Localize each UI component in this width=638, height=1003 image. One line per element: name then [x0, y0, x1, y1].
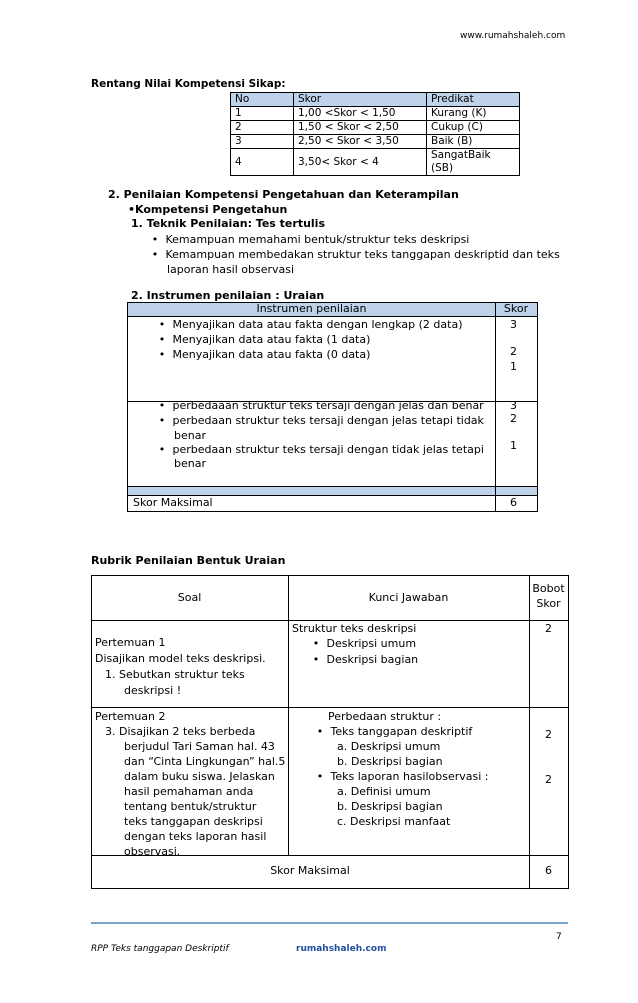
cell: 3 — [231, 135, 294, 149]
soal-line: Disajikan model teks deskripsi. — [95, 652, 266, 665]
bullet-icon: • — [151, 248, 159, 261]
bobot: 2 — [545, 773, 552, 786]
kunci-title: Struktur teks deskripsi — [292, 622, 417, 635]
soal-line: deskripsi ! — [124, 684, 182, 697]
cell: 2 — [231, 121, 294, 135]
score: 2 — [510, 345, 517, 358]
bobot: 2 — [545, 728, 552, 741]
instrumen-table — [127, 302, 537, 511]
col-no: No — [231, 93, 294, 107]
sub-item: c. Deskripsi manfaat — [337, 815, 451, 828]
soal-line: Pertemuan 1 — [95, 636, 166, 649]
bullet-icon: • — [312, 653, 320, 666]
total-value: 6 — [510, 496, 517, 509]
score: 3 — [510, 399, 517, 412]
footer-link[interactable]: rumahshaleh.com — [296, 944, 387, 954]
footer-left: RPP Teks tanggapan Deskriptif — [91, 944, 229, 954]
list-item: • perbedaan struktur teks tersaji dengan jelas tetapi tidak — [155, 414, 484, 428]
soal-line: dan “Cinta Lingkungan” hal.5 — [124, 755, 286, 768]
footer-rule — [91, 922, 568, 924]
soal-line: tentang bentuk/struktur — [124, 800, 257, 813]
cell: 1,50 < Skor < 2,50 — [294, 121, 427, 135]
soal-line: 1. Sebutkan struktur teks — [105, 668, 245, 681]
bullet-icon: • — [158, 399, 166, 412]
sub-item: b. Deskripsi bagian — [337, 800, 443, 813]
list-item: • perbedaan struktur teks tersaji dengan tidak jelas tetapi — [155, 443, 484, 457]
head-soal: Soal — [177, 591, 202, 604]
list-item: • Kemampuan membedakan struktur teks tanggapan deskriptid dan teks — [148, 248, 560, 262]
cell: 3,50< Skor < 4 — [294, 149, 427, 176]
sikap-table — [230, 92, 520, 176]
list-item-cont: benar — [174, 429, 206, 442]
bullet-icon: • — [158, 333, 166, 346]
soal-line: teks tanggapan deskripsi — [124, 815, 263, 828]
soal-line: 3. Disajikan 2 teks berbeda — [105, 725, 256, 738]
head-skor: Skor — [503, 302, 529, 315]
soal-line: berjudul Tari Saman hal. 43 — [124, 740, 275, 753]
cell: Baik (B) — [427, 135, 520, 149]
soal-line: dalam buku siswa. Jelaskan — [124, 770, 275, 783]
rubrik-title: Rubrik Penilaian Bentuk Uraian — [91, 554, 286, 567]
table-row — [231, 149, 520, 176]
list-item-cont: laporan hasil observasi — [167, 263, 295, 276]
head-instrumen: Instrumen penilaian — [256, 302, 367, 315]
table-row — [231, 107, 520, 121]
list-item: • Teks laporan hasilobservasi : — [313, 770, 489, 784]
teknik-heading: 1. Teknik Penilaian: Tes tertulis — [131, 217, 325, 230]
site-url: www.rumahshaleh.com — [460, 31, 566, 41]
soal-line: observasi. — [124, 845, 181, 858]
rubrik-table — [91, 575, 568, 888]
list-item: • Menyajikan data atau fakta dengan lengkap (2 data) — [155, 318, 463, 332]
col-predikat: Predikat — [427, 93, 520, 107]
list-item: • perbedaaan struktur teks tersaji dengan jelas dan benar — [155, 399, 484, 413]
bullet-icon: • — [316, 725, 324, 738]
list-item: • Kemampuan memahami bentuk/struktur teks deskripsi — [148, 233, 469, 247]
cell: 4 — [231, 149, 294, 176]
total-value: 6 — [545, 864, 552, 877]
col-skor: Skor — [294, 93, 427, 107]
cell: SangatBaik (SB) — [427, 149, 520, 176]
bullet-icon: • — [151, 233, 159, 246]
table-row — [231, 121, 520, 135]
sub-heading: •Kompetensi Pengetahun — [128, 203, 288, 216]
soal-line: dengan teks laporan hasil — [124, 830, 267, 843]
bullet-icon: • — [316, 770, 324, 783]
bullet-icon: • — [312, 637, 320, 650]
score: 1 — [510, 439, 517, 452]
sub-item: a. Definisi umum — [337, 785, 431, 798]
sikap-title: Rentang Nilai Kompetensi Sikap: — [91, 78, 286, 90]
cell: 1 — [231, 107, 294, 121]
kunci-title: Perbedaan struktur : — [328, 710, 442, 723]
section-heading: 2. Penilaian Kompetensi Pengetahuan dan Keterampilan — [108, 188, 459, 201]
head-skor: Skor — [536, 597, 561, 610]
list-item: • Menyajikan data atau fakta (0 data) — [155, 348, 370, 362]
bullet-icon: • — [128, 203, 136, 216]
bullet-icon: • — [158, 443, 166, 456]
sub-item: b. Deskripsi bagian — [337, 755, 443, 768]
total-label: Skor Maksimal — [270, 864, 350, 877]
list-item-cont: benar — [174, 457, 206, 470]
table-row — [231, 135, 520, 149]
bullet-icon: • — [158, 348, 166, 361]
list-item: • Teks tanggapan deskriptif — [313, 725, 472, 739]
soal-line: Pertemuan 2 — [95, 710, 166, 723]
head-kunci: Kunci Jawaban — [368, 591, 449, 604]
score: 2 — [510, 412, 517, 425]
bullet-icon: • — [158, 318, 166, 331]
head-bobot: Bobot — [532, 582, 565, 595]
cell: Cukup (C) — [427, 121, 520, 135]
list-item: • Menyajikan data atau fakta (1 data) — [155, 333, 370, 347]
list-item: • Deskripsi umum — [309, 637, 416, 651]
list-item: • Deskripsi bagian — [309, 653, 418, 667]
cell: Kurang (K) — [427, 107, 520, 121]
score: 1 — [510, 360, 517, 373]
sub-item: a. Deskripsi umum — [337, 740, 441, 753]
score: 3 — [510, 318, 517, 331]
instrumen-heading: 2. Instrumen penilaian : Uraian — [131, 289, 325, 302]
cell: 1,00 <Skor < 1,50 — [294, 107, 427, 121]
bobot: 2 — [545, 622, 552, 635]
soal-line: hasil pemahaman anda — [124, 785, 254, 798]
page-number: 7 — [556, 932, 562, 942]
total-label: Skor Maksimal — [133, 496, 213, 509]
cell: 2,50 < Skor < 3,50 — [294, 135, 427, 149]
bullet-icon: • — [158, 414, 166, 427]
